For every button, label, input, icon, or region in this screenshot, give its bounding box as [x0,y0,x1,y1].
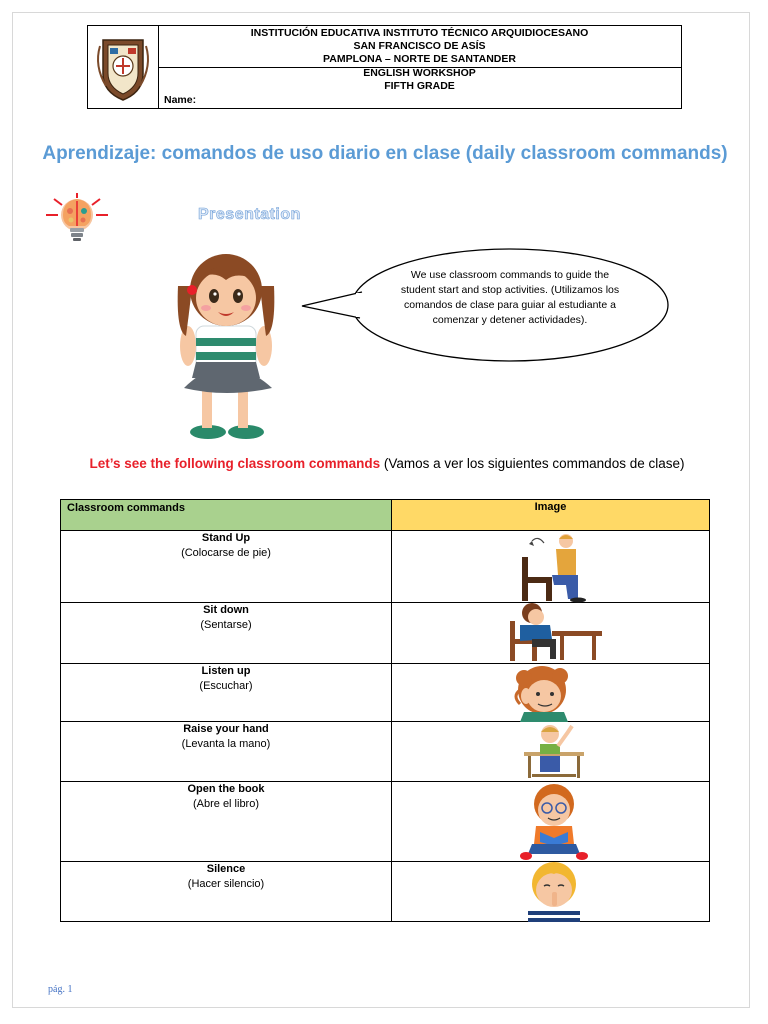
command-english: Sit down [203,604,249,616]
image-cell [392,862,710,922]
page-title: Aprendizaje: comandos de uso diario en clase (daily classroom commands) [42,143,728,164]
school-location: PAMPLONA – NORTE DE SANTANDER [323,53,516,65]
command-spanish: (Levanta la mano) [181,738,271,750]
page-number: pág. 1 [48,984,73,995]
table-header-row [61,500,710,531]
table-row [61,531,710,603]
school-name: INSTITUCIÓN EDUCATIVA INSTITUTO TÉCNICO ARQUIDIOCESANO [250,27,589,39]
command-cell [61,782,392,862]
intro-highlight: Let’s see the following classroom commands [89,456,381,471]
command-english: Raise your hand [183,723,269,735]
command-english: Open the book [187,783,265,795]
command-english: Stand Up [201,532,251,544]
command-cell [61,664,392,722]
commands-table [60,499,710,922]
command-spanish: (Abre el libro) [192,798,260,810]
intro-rest: (Vamos a ver los siguientes commandos de clase) [380,456,685,471]
image-cell [392,782,710,862]
silence-illustration [392,862,717,922]
workshop-info [158,67,681,108]
column-header-image: Image [392,500,710,531]
command-spanish: (Colocarse de pie) [181,547,271,559]
image-cell [392,531,710,603]
table-row [61,603,710,664]
stand-up-illustration [392,531,717,603]
command-spanish: (Sentarse) [200,619,252,631]
command-spanish: (Escuchar) [199,680,253,692]
raise-hand-illustration [392,722,717,782]
image-cell [392,664,710,722]
school-crest-icon [88,26,158,108]
girl-illustration [168,246,284,444]
command-spanish: (Hacer silencio) [187,878,265,890]
command-cell [61,531,392,603]
image-cell [392,603,710,664]
school-name-block [158,26,681,68]
command-english: Silence [206,863,246,875]
table-row [61,782,710,862]
command-cell [61,722,392,782]
workshop-title: ENGLISH WORKSHOP [363,67,476,79]
school-header [87,25,682,109]
open-book-illustration [392,782,717,862]
command-cell [61,603,392,664]
school-patron: SAN FRANCISCO DE ASÍS [353,40,486,52]
image-cell [392,722,710,782]
name-label: Name: [164,94,197,106]
lightbulb-brain-icon [44,193,110,245]
intro-line [62,454,712,473]
table-row [61,862,710,922]
table-row [61,664,710,722]
listen-up-illustration [392,664,717,722]
speech-bubble-text: We use classroom commands to guide the student start and stop activities. (Utilizamos los comandos de clase para guiar al estudiante a comenzar y detener actividades). [400,269,620,326]
table-row [61,722,710,782]
grade-label: FIFTH GRADE [384,80,455,92]
command-english: Listen up [201,665,251,677]
column-header-commands: Classroom commands [61,500,392,531]
sit-down-illustration [392,603,717,664]
command-cell [61,862,392,922]
presentation-label: Presentation [198,206,301,223]
school-crest-cell [88,26,159,108]
